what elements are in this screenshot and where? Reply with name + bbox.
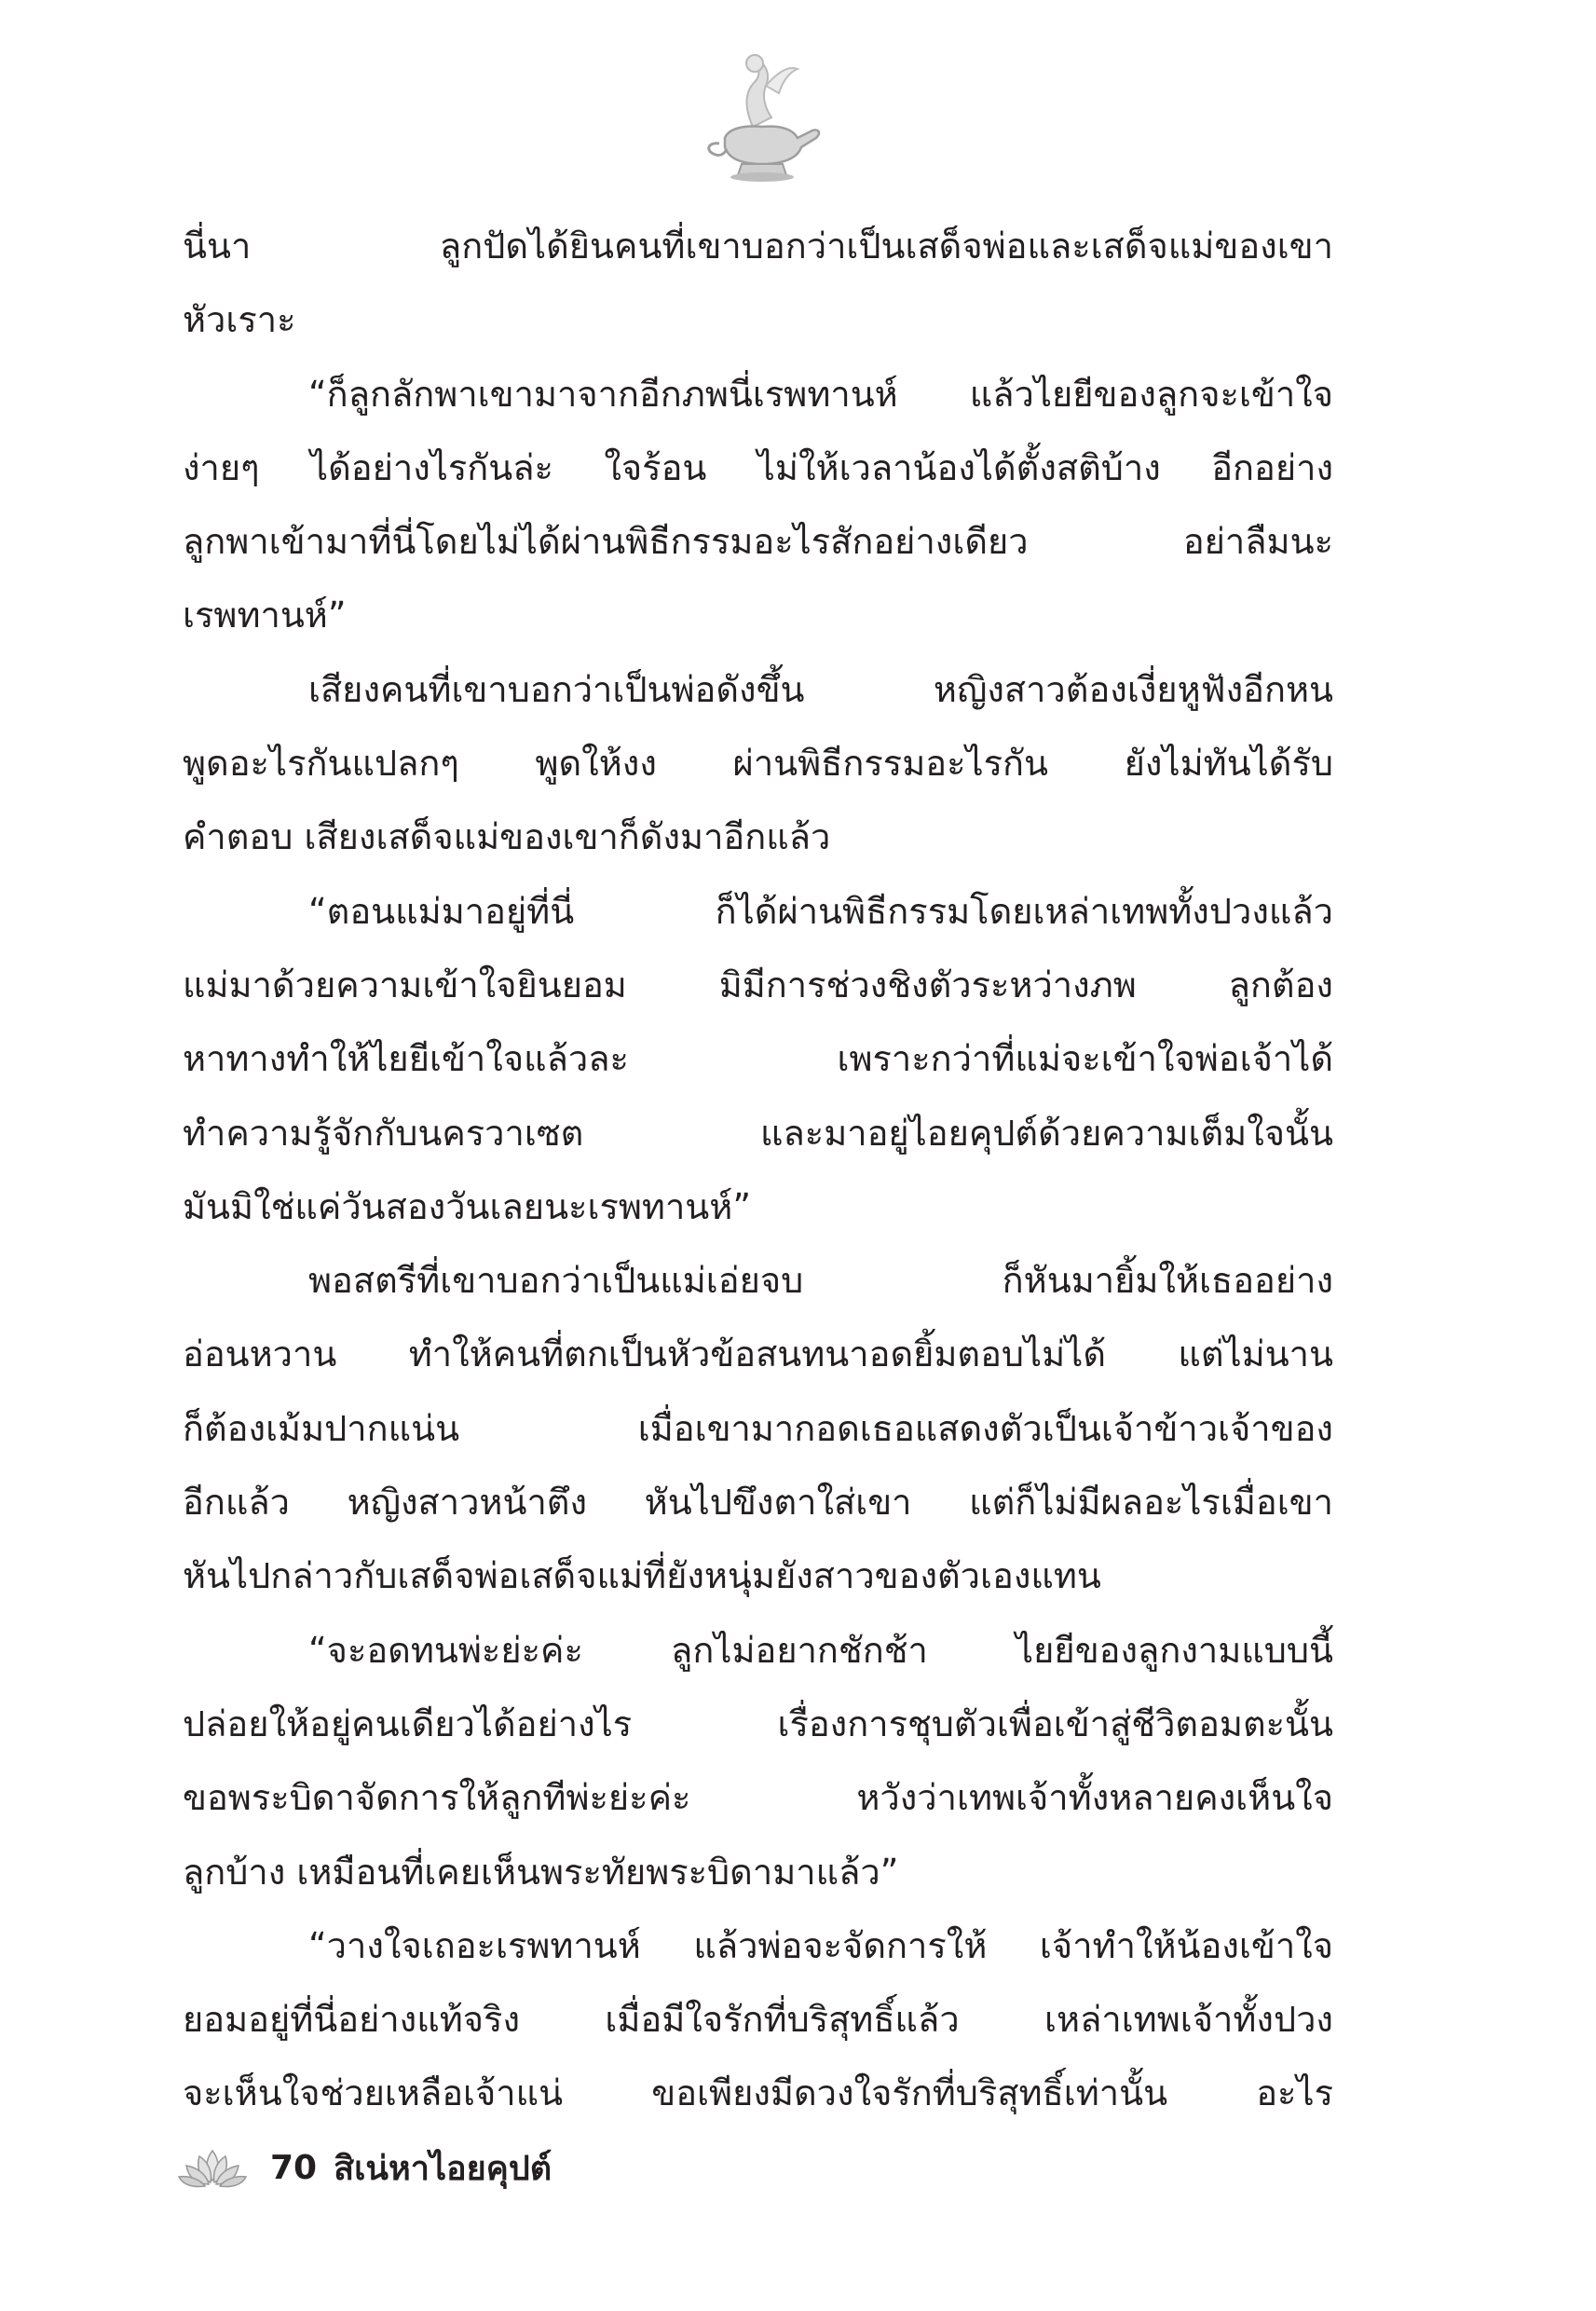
text-line: จะเห็นใจช่วยเหลือเจ้าแน่ ขอเพียงมีดวงใจรักที่บริสุทธิ์เท่านั้น อะไร	[183, 2072, 1333, 2114]
text-line: ขอพระบิดาจัดการให้ลูกทีพ่ะย่ะค่ะ หวังว่าเทพเจ้าทั้งหลายคงเห็นใจ	[183, 1777, 1333, 1819]
text-line: ก็ต้องเม้มปากแน่น เมื่อเขามากอดเธอแสดงตัวเป็นเจ้าข้าวเจ้าของ	[183, 1407, 1333, 1449]
text-line: ทำความรู้จักกับนครวาเซต และมาอยู่ไอยคุปต์ด้วยความเต็มใจนั้น	[183, 1112, 1333, 1154]
text-line: อีกแล้ว หญิงสาวหน้าตึง หันไปขึงตาใส่เขา แต่ก็ไม่มีผลอะไรเมื่อเขา	[183, 1482, 1333, 1524]
text-line: “ก็ลูกลักพาเขามาจากอีกภพนี่เรพทานห์ แล้วไยยีของลูกจะเข้าใจ	[308, 373, 1333, 415]
lotus-icon	[177, 2147, 248, 2188]
page-footer	[177, 2140, 552, 2195]
text-line: “จะอดทนพ่ะย่ะค่ะ ลูกไม่อยากชักช้า ไยยีของลูกงามแบบนี้	[308, 1629, 1333, 1671]
text-line: เสียงคนที่เขาบอกว่าเป็นพ่อดังขึ้น หญิงสาวต้องเงี่ยหูฟังอีกหน	[308, 668, 1333, 710]
text-line: นี่นา ลูกปัดได้ยินคนที่เขาบอกว่าเป็นเสด็จพ่อและเสด็จแม่ของเขา	[183, 226, 1333, 267]
body-text	[183, 210, 1333, 2131]
text-line: “ตอนแม่มาอยู่ที่นี่ ก็ได้ผ่านพิธีกรรมโดยเหล่าเทพทั้งปวงแล้ว	[308, 890, 1333, 932]
text-line: อ่อนหวาน ทำให้คนที่ตกเป็นหัวข้อสนทนาอดยิ้มตอบไม่ได้ แต่ไม่นาน	[183, 1333, 1333, 1375]
text-line: ลูกบ้าง เหมือนที่เคยเห็นพระทัยพระบิดามาแล้ว”	[183, 1851, 899, 1893]
page-number: 70	[270, 2148, 318, 2187]
text-line: หาทางทำให้ไยยีเข้าใจแล้วละ เพราะกว่าที่แม่จะเข้าใจพ่อเจ้าได้	[183, 1038, 1333, 1080]
text-line: หันไปกล่าวกับเสด็จพ่อเสด็จแม่ที่ยังหนุ่มยังสาวของตัวเองแทน	[183, 1555, 1101, 1597]
text-line: พอสตรีที่เขาบอกว่าเป็นแม่เอ่ยจบ ก็หันมายิ้มให้เธออย่าง	[308, 1260, 1333, 1302]
text-line: ยอมอยู่ที่นี่อย่างแท้จริง เมื่อมีใจรักที่บริสุทธิ์แล้ว เหล่าเทพเจ้าทั้งปวง	[183, 1999, 1333, 2041]
text-line: ลูกพาเข้ามาที่นี่โดยไม่ได้ผ่านพิธีกรรมอะไรสักอย่างเดียว อย่าลืมนะ	[183, 521, 1333, 563]
text-line: หัวเราะ	[183, 299, 296, 341]
text-line: มันมิใช่แค่วันสองวันเลยนะเรพทานห์”	[183, 1185, 752, 1227]
text-line: แม่มาด้วยความเข้าใจยินยอม มิมีการช่วงชิงตัวระหว่างภพ ลูกต้อง	[183, 964, 1333, 1005]
text-line: ปล่อยให้อยู่คนเดียวได้อย่างไร เรื่องการชุบตัวเพื่อเข้าสู่ชีวิตอมตะนั้น	[183, 1702, 1333, 1744]
text-line: พูดอะไรกันแปลกๆ พูดให้งง ผ่านพิธีกรรมอะไรกัน ยังไม่ทันได้รับ	[183, 743, 1333, 785]
text-line: คำตอบ เสียงเสด็จแม่ของเขาก็ดังมาอีกแล้ว	[183, 816, 831, 858]
text-line: เรพทานห์”	[183, 595, 347, 636]
text-line: “วางใจเถอะเรพทานห์ แล้วพ่อจะจัดการให้ เจ้าทำให้น้องเข้าใจ	[308, 1924, 1333, 1966]
genie-lamp-icon	[697, 45, 827, 185]
book-title: สิเน่หาไอยคุปต์	[334, 2149, 552, 2188]
text-line: ง่ายๆ ได้อย่างไรกันล่ะ ใจร้อน ไม่ให้เวลาน้องได้ตั้งสติบ้าง อีกอย่าง	[183, 446, 1333, 488]
